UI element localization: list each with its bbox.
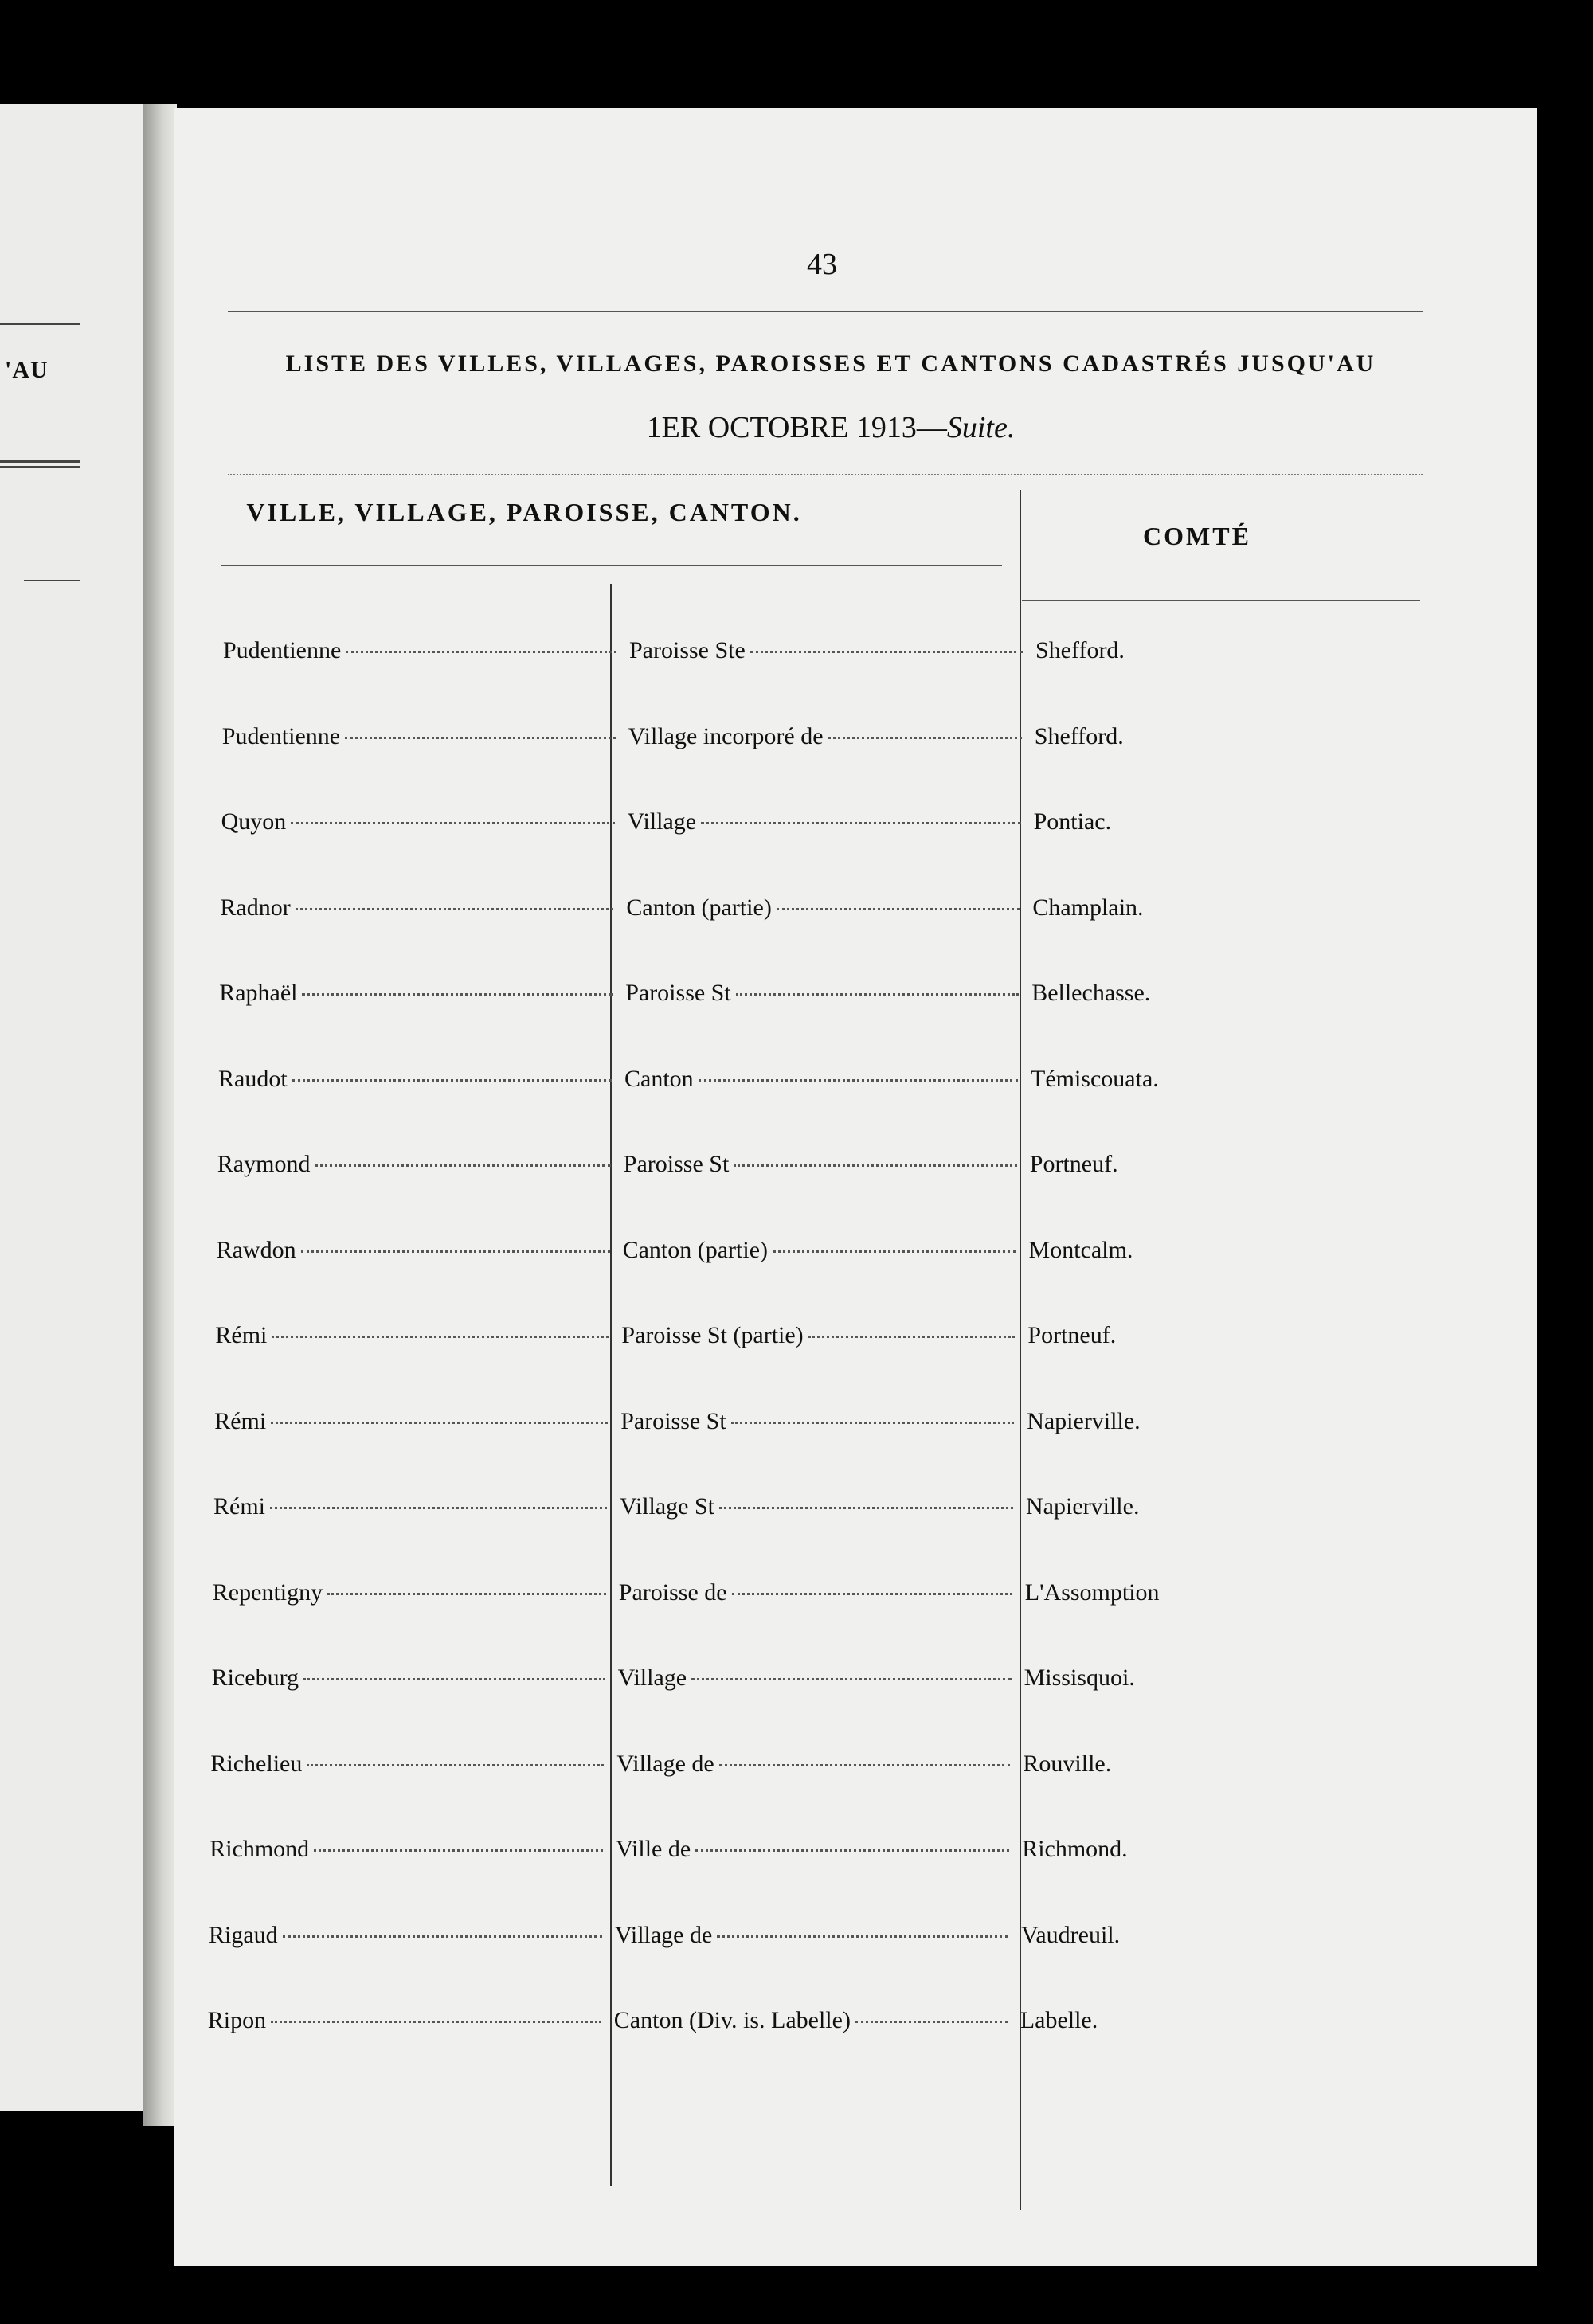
leader-dots (717, 1935, 1008, 1938)
place-type: Canton (partie) (622, 1236, 769, 1263)
county-name-cell (1027, 1408, 1313, 1435)
place-type: Village (617, 1665, 687, 1691)
county-name-cell (1020, 2007, 1307, 2034)
leader-dots (270, 1507, 607, 1509)
place-name: Raudot (218, 1065, 288, 1092)
county-name-cell (1025, 1579, 1312, 1606)
leader-dots (307, 1764, 604, 1766)
county-name: Richmond. (1022, 1836, 1128, 1862)
place-name-cell (221, 808, 620, 835)
table-title: LISTE DES VILLES, VILLAGES, PAROISSES ET CANTONS CADASTRÉS JUSQU'AU (285, 350, 1376, 377)
county-name: Shefford. (1034, 722, 1124, 749)
place-name-cell (218, 1066, 616, 1093)
place-name-cell (223, 637, 621, 664)
place-name-cell (215, 1322, 613, 1349)
leader-dots (272, 1336, 609, 1338)
leader-dots (750, 651, 1023, 653)
place-name: Rémi (214, 1407, 267, 1434)
leader-dots (315, 1164, 610, 1167)
place-name-cell (217, 1237, 615, 1264)
place-name: Richmond (209, 1836, 310, 1862)
place-name: Radnor (220, 894, 291, 921)
leader-dots (303, 1678, 605, 1680)
place-type: Village de (615, 1921, 713, 1948)
place-name-cell (208, 2007, 606, 2034)
table-subtitle-suite: Suite. (946, 411, 1016, 444)
place-name-cell (219, 980, 617, 1007)
county-name-cell (1022, 1836, 1309, 1863)
place-type-cell (629, 637, 1027, 664)
place-type-cell (619, 1579, 1017, 1606)
county-name-cell (1035, 637, 1322, 664)
place-type-cell (615, 1922, 1013, 1949)
place-type: Canton (624, 1065, 694, 1092)
county-name-cell (1031, 1066, 1317, 1093)
place-name: Quyon (221, 808, 287, 835)
place-name: Rémi (215, 1322, 268, 1348)
leader-dots (296, 908, 614, 910)
place-name-cell (212, 1665, 610, 1692)
county-name-cell (1024, 1665, 1311, 1692)
county-name: Portneuf. (1029, 1151, 1118, 1177)
place-type-cell (624, 1066, 1023, 1093)
top-rule (228, 311, 1423, 312)
place-name: Ripon (207, 2007, 267, 2033)
county-name: Napierville. (1027, 1407, 1141, 1434)
place-name-cell (213, 1579, 611, 1606)
county-name-cell (1027, 1322, 1314, 1349)
place-type: Paroisse de (618, 1579, 727, 1606)
table-row (210, 1751, 1325, 1789)
leader-dots (283, 1935, 602, 1938)
previous-page-title-fragment: 'AU (5, 357, 49, 383)
table-row (213, 1579, 1328, 1618)
place-type-cell (618, 1665, 1016, 1692)
table-row (217, 1151, 1333, 1189)
table-row (221, 808, 1337, 847)
leader-dots (773, 1250, 1016, 1253)
county-name: Shefford. (1035, 637, 1125, 663)
county-name: Rouville. (1023, 1750, 1112, 1777)
county-name-cell (1031, 980, 1318, 1007)
place-name: Raymond (217, 1151, 311, 1177)
leader-dots (302, 993, 613, 996)
table-row (218, 1066, 1333, 1104)
place-name: Rawdon (216, 1236, 296, 1263)
place-type: Paroisse St (620, 1407, 726, 1434)
table-row (214, 1408, 1329, 1446)
table-row (223, 637, 1338, 675)
place-name: Rémi (213, 1493, 265, 1520)
place-name-cell (220, 894, 618, 921)
table-row (215, 1322, 1330, 1360)
document-page (174, 108, 1537, 2266)
place-name: Rigaud (209, 1921, 278, 1948)
place-type: Canton (partie) (626, 894, 772, 921)
leader-dots (271, 2021, 601, 2023)
county-name: Témiscouata. (1031, 1065, 1159, 1092)
county-name: Pontiac. (1033, 808, 1112, 835)
leader-dots (695, 1849, 1009, 1852)
leader-dots (327, 1593, 606, 1595)
place-name-cell (213, 1493, 612, 1520)
place-type-cell (620, 1493, 1018, 1520)
column-header-county: COMTÉ (1143, 522, 1251, 550)
book-spine-shadow (143, 104, 177, 2126)
county-name-cell (1026, 1493, 1313, 1520)
county-name-cell (1023, 1751, 1309, 1778)
place-type-cell (626, 894, 1024, 921)
place-type-cell (621, 1322, 1020, 1349)
place-name: Raphaël (219, 980, 298, 1006)
place-type: Paroisse St (623, 1151, 730, 1177)
previous-page-rule (0, 323, 80, 325)
table-row (217, 1237, 1332, 1275)
place-type: Canton (Div. is. Labelle) (613, 2007, 851, 2033)
place-type-cell (628, 808, 1026, 835)
county-name: Labelle. (1020, 2007, 1098, 2033)
table-row (219, 980, 1334, 1018)
county-name-cell (1029, 1237, 1316, 1264)
leader-dots (731, 1422, 1014, 1424)
table-row (213, 1493, 1329, 1532)
leader-dots (699, 1079, 1018, 1082)
table-row (208, 2007, 1323, 2045)
table-subtitle-date: 1ER OCTOBRE 1913— (646, 411, 947, 444)
table-row (209, 1922, 1324, 1960)
table-row (209, 1836, 1325, 1874)
leader-dots (777, 908, 1020, 910)
leader-dots (691, 1678, 1012, 1680)
place-type-cell (628, 723, 1027, 750)
title-rule (228, 474, 1423, 475)
place-type: Paroisse St (partie) (621, 1322, 804, 1348)
leader-dots (701, 822, 1021, 824)
place-name: Repentigny (212, 1579, 323, 1606)
leader-dots (732, 1593, 1012, 1595)
header-rule-left (221, 565, 1002, 566)
place-name: Pudentienne (221, 722, 341, 749)
county-name: L'Assomption (1024, 1579, 1160, 1606)
leader-dots (828, 737, 1022, 739)
county-name: Montcalm. (1028, 1236, 1133, 1263)
leader-dots (292, 1079, 612, 1082)
place-name-cell (214, 1408, 613, 1435)
place-type: Paroisse St (625, 980, 731, 1006)
place-name: Riceburg (211, 1665, 299, 1691)
county-name-cell (1034, 808, 1321, 835)
place-name: Pudentienne (223, 637, 342, 663)
leader-dots (719, 1764, 1011, 1766)
place-type: Village de (616, 1750, 714, 1777)
county-name: Bellechasse. (1031, 980, 1151, 1006)
place-type-cell (616, 1751, 1015, 1778)
place-type-cell (620, 1408, 1019, 1435)
header-rule-right (1022, 600, 1420, 601)
table-row (222, 723, 1337, 761)
page-number: 43 (807, 248, 837, 281)
place-type-cell (625, 980, 1024, 1007)
leader-dots (736, 993, 1019, 996)
place-type-cell (623, 1237, 1021, 1264)
place-type: Village St (620, 1493, 715, 1520)
county-name-cell (1021, 1922, 1308, 1949)
county-name: Portneuf. (1027, 1322, 1117, 1348)
place-name-cell (217, 1151, 616, 1178)
leader-dots (314, 1849, 603, 1852)
place-type-cell (624, 1151, 1022, 1178)
leader-dots (734, 1164, 1016, 1167)
leader-dots (346, 651, 616, 653)
table-subtitle (253, 410, 1408, 445)
place-name-cell (209, 1922, 607, 1949)
column-header-place: VILLE, VILLAGE, PAROISSE, CANTON. (246, 498, 802, 526)
county-name: Napierville. (1026, 1493, 1140, 1520)
place-name-cell (210, 1751, 609, 1778)
previous-page-rule-short (24, 580, 80, 581)
county-name: Missisquoi. (1024, 1665, 1135, 1691)
previous-page-double-rule (0, 460, 80, 468)
place-name: Richelieu (210, 1750, 303, 1777)
place-name-cell (209, 1836, 608, 1863)
leader-dots (808, 1336, 1016, 1338)
place-type: Village (627, 808, 697, 835)
table-row (212, 1665, 1327, 1703)
place-type: Village incorporé de (628, 722, 824, 749)
place-type-cell (614, 2007, 1012, 2034)
leader-dots (301, 1250, 610, 1253)
place-type: Ville de (616, 1836, 691, 1862)
table-row (220, 894, 1335, 933)
leader-dots (345, 737, 616, 739)
previous-page-edge (0, 104, 151, 2111)
county-name-cell (1030, 1151, 1317, 1178)
place-name-cell (222, 723, 620, 750)
leader-dots (291, 822, 614, 824)
place-type: Paroisse Ste (629, 637, 746, 663)
place-type-cell (616, 1836, 1014, 1863)
county-name-cell (1035, 723, 1321, 750)
leader-dots (271, 1422, 608, 1424)
county-name: Champlain. (1032, 894, 1144, 921)
county-name-cell (1032, 894, 1319, 921)
county-name: Vaudreuil. (1021, 1921, 1121, 1948)
leader-dots (855, 2021, 1008, 2023)
leader-dots (719, 1507, 1013, 1509)
